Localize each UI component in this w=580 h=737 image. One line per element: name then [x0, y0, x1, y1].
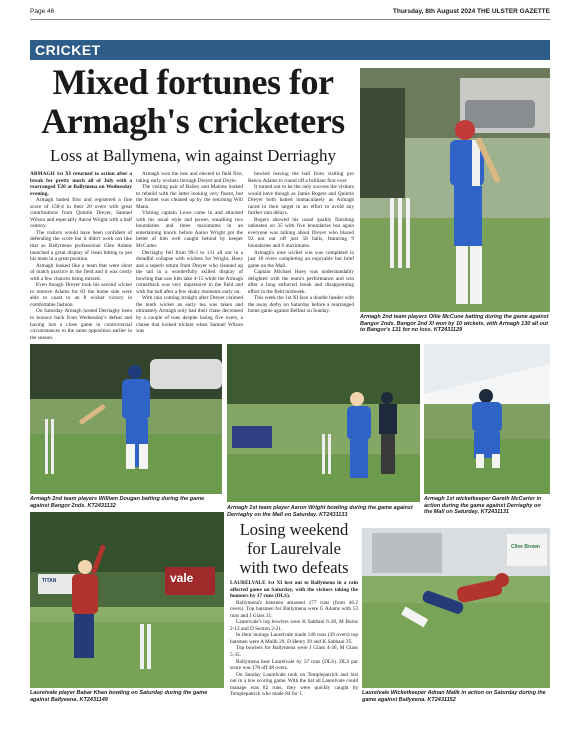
article-paragraph: With rain coming straight after Dreyer claimed the tenth wicket an early tea was taken and ultimately Armagh only had their chase decreased by a couple of runs despite losing five overs, a clause that looked trickier when Samuel Wilson was	[136, 295, 243, 335]
article-paragraph: The visiting pair of Bailey and Malone looked to rebuild with the latter looking very fluent, but the former was cleaned up by the returning Will Mann.	[136, 184, 243, 210]
article-paragraph: This week the 1st XI face a double header with the away derby on Saturday before a rearranged home game against Belfast on Sunday.	[248, 295, 354, 315]
subheadline: Loss at Ballymena, win against Derriaghy	[49, 146, 337, 165]
article-paragraph: Laurelvale's top bowlers were K Sabbani 6-28, M Burns 2-12 and D Sexton 2-21.	[230, 619, 358, 632]
article-column-3	[248, 171, 354, 339]
article-paragraph: Top bowlers for Ballymena were J Glass 4-36, M Glass 5-35.	[230, 645, 358, 659]
sponsor-sign-text: Clive Brown	[511, 544, 540, 550]
ad-board-text: TITAN	[42, 578, 57, 584]
article-paragraph: Visiting captain Lowe came in and attacked with his usual style and power, smashing two boundaries and three maximums in an entertaining knock before Aaron Wright got the better of him well caught behind by keeper McCarter.	[136, 210, 243, 250]
photo-mccarter-keeping	[424, 344, 550, 494]
vale-banner-text: vale	[170, 571, 194, 585]
laurelvale-headline-3: with two defeats	[239, 558, 349, 577]
article-paragraph: Even though Dreyer took his second wicket to remove Adams for 83 the home side were able to coast to an 8 wicket victory in comfortable fashion.	[30, 282, 132, 308]
section-bar: CRICKET	[30, 40, 550, 60]
keeping-scene-illustration	[424, 344, 550, 494]
article-paragraph: Ballymena's batsmen amassed 177 runs (from 46.2 overs). Top batsmen for Ballymena were G Adams with 53 runs and J Glass 31.	[230, 599, 358, 619]
keeping-scene-illustration	[362, 528, 550, 688]
caption-mid-right: Armagh 1st wicketkeeper Gareth McCarter in action during the game against Derriaghy on the Mall on Saturday. KT2431131	[424, 496, 542, 515]
laurelvale-headline-1: Losing weekend	[239, 520, 349, 539]
laurelvale-headline-2: for Laurelvale	[247, 539, 341, 558]
article-paragraph: Armagh batted first and registered a fine score of 158-4 in their 20 overs with great contributions from Quintin Dreyer, Samuel Wilson and especially Aaron Wright with a half century.	[30, 197, 132, 230]
caption-bottom-left: Laurelvale player Babar Khan bowling on Saturday during the game against Ballyeena. KT2431149	[30, 690, 208, 703]
photo-wright-bowling	[227, 344, 420, 502]
article-paragraph: On Saturday Armagh hosted Derriaghy keen to bounce back from Wednesday's defeat and having lost a close game in controversial circumstances to the same opposition earlier in the season.	[30, 308, 132, 339]
article-paragraph: Armagh's nine wicket win was completed in just 18 overs completing an enjoyable but brief game on the Mall.	[248, 249, 354, 269]
batting-scene-illustration	[30, 344, 222, 494]
bowling-scene-illustration	[227, 344, 420, 502]
caption-mid-left: Armagh 2nd team players William Dougan batting during the game against Bangor 2nds. KT2431132	[30, 496, 205, 509]
batting-scene-illustration	[360, 68, 550, 312]
photo-khan-bowling	[30, 512, 224, 688]
article-column-1	[30, 171, 132, 339]
caption-mid-center: Armagh 1st team player Aaron Wright bowling during the game against Derriaghy on the Mall on Saturday. KT2431133	[227, 505, 413, 518]
laurelvale-article	[230, 580, 358, 706]
article-paragraph: Ballymena beat Laurelvale by 37 runs (DLS). DLS par score was 178 off 48 overs.	[230, 658, 358, 672]
article-paragraph: Derriaghy fell from 99-3 to 131 all out in a dreadful collapse with wickets for Wright, Hoey and a superb return from Dreyer who cleaned up the tail in a wonderfully skilled display of bowling that saw him take 4-15 while the Armagh cornerback was very impressive in the field and with the ball after a few shaky moments early on.	[136, 249, 243, 295]
article-paragraph: bowled leaving the ball from visiting pro Renco Adams to round off a brilliant first over.	[248, 171, 354, 184]
article-paragraph: Captain Michael Hoey was understandably delighted with the team's performance and win after a long enforced break and disappointing effort in the field midweek.	[248, 269, 354, 295]
article-paragraph: ARMAGH 1st XI returned to action after a break for pretty much all of July with a rearranged T20 at Ballymena on Wednesday evening.	[30, 171, 132, 197]
article-paragraph: On Sunday Laurelvale took on Templepatrick and lost out in a low scoring game. With the bat all Laurelvale could manage was 82 runs, they were quickly caught by Templepatrick who made 84 for 1.	[230, 671, 358, 698]
caption-top-right: Armagh 2nd team players Ollie McCune batting during the game against Bangor 2nds. Bangor 2nd XI won by 10 wickets, with Armagh 130 all out to Bangor's 131 for no loss. KT2431129	[360, 314, 549, 333]
article-paragraph: It turned out to be the only success the visitors would have though as Jamie Rogers and Quintin Dreyer both batted immaculately as Armagh raced to their target in an effort to avoid any further rain delays.	[248, 184, 354, 217]
headline-line-2: Armagh's cricketers	[41, 101, 345, 141]
photo-dougan-batting	[30, 344, 222, 494]
photo-mccune-batting	[360, 68, 550, 312]
bowling-scene-illustration	[30, 512, 224, 688]
page-number: Page 46	[30, 8, 55, 15]
issue-date: Thursday, 8th August 2024 THE ULSTER GAZETTE	[392, 8, 550, 15]
article-paragraph: LAURELVALE 1st XI lost out to Ballymena in a rain affected game on Saturday, with the visitors taking the honours by 37 runs (DLS).	[230, 580, 358, 600]
article-paragraph: Armagh won the toss and elected to field first, taking early wickets through Dreyer and Doyle.	[136, 171, 243, 184]
headline-line-1: Mixed fortunes for	[52, 62, 334, 102]
article-paragraph: Armagh looked like a team that were short of match practice in the field and it was costly with a few chances being missed.	[30, 262, 132, 282]
article-paragraph: The visitors would have been confident of defending the score but it didn't work out like that as Ballymena professional Glen Adams launched a great display of clean hitting to put his team in a great position.	[30, 229, 132, 263]
article-column-2	[136, 171, 243, 339]
photo-malik-keeping	[362, 528, 550, 688]
page-header	[30, 6, 550, 20]
article-paragraph: In their innings Laurelvale made 140 runs (39 overs) top batsmen were A Malik 29, D Henry 39 and K Sabbani 35.	[230, 632, 358, 645]
article-paragraph: Rogers showed his usual quality finishing unbeaten on 35 with five boundaries but again everyone was talking about Dreyer who blazed 92 not out off just 58 balls, featuring 9 boundaries and 6 maximums.	[248, 216, 354, 250]
caption-bottom-right: Laurelvale Wicketkeeper Adnan Malik in action on Saturday during the game against Ballyeena. KT2431152	[362, 690, 546, 703]
